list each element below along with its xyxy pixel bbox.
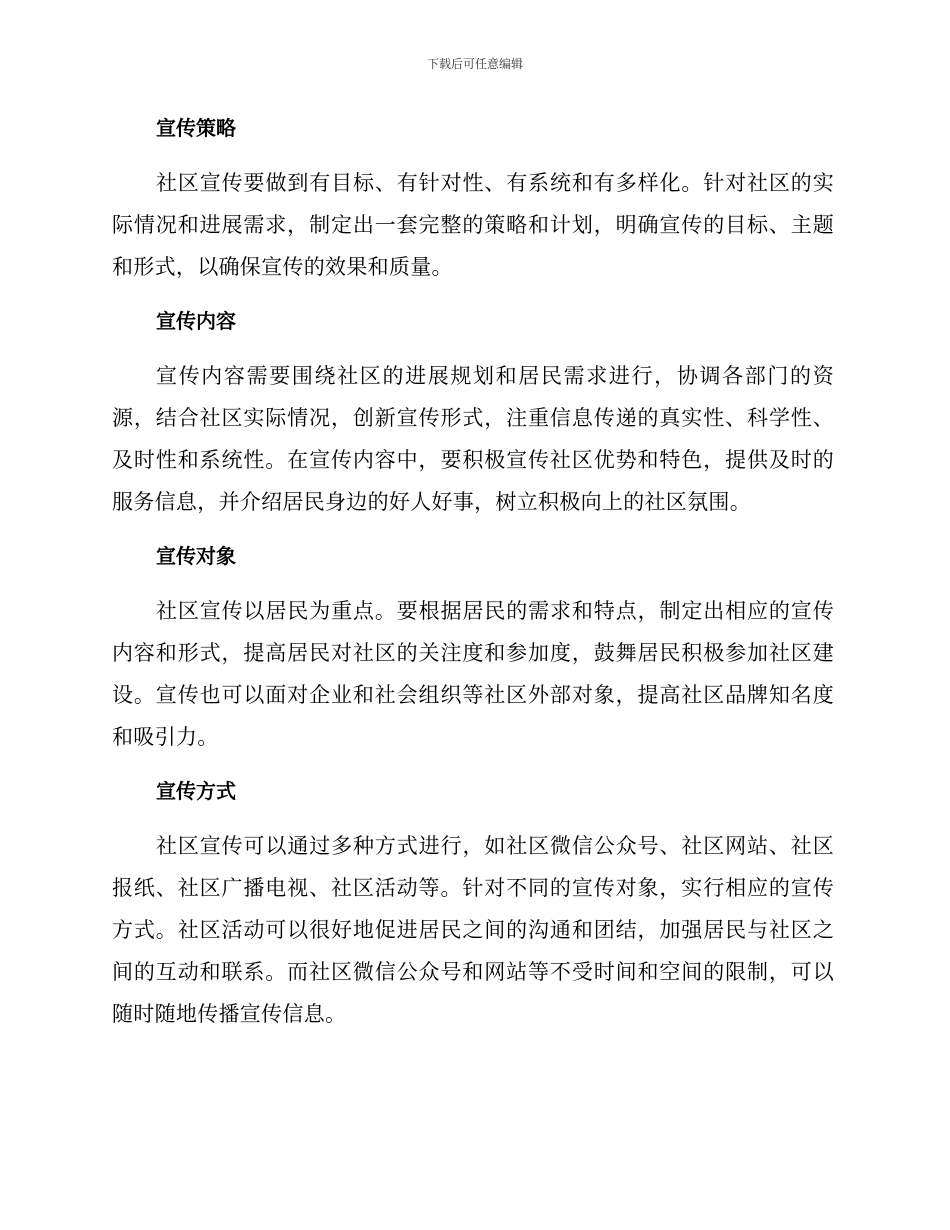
section-heading: 宣传对象 (156, 544, 236, 568)
header-note: 下载后可任意编辑 (426, 57, 523, 71)
section-content (112, 301, 834, 523)
section-body: 社区宣传以居民为重点。要根据居民的需求和特点，制定出相应的宣传内容和形式，提高居民对社区的关注度和参加度，鼓舞居民积极参加社区建设。宣传也可以面对企业和社会组织等社区外部对象，提高社区品牌知名度和吸引力。 (112, 599, 834, 749)
section-strategy (112, 108, 834, 288)
section-heading: 宣传策略 (156, 116, 236, 140)
section-body: 社区宣传可以通过多种方式进行，如社区微信公众号、社区网站、社区报纸、社区广播电视、社区活动等。针对不同的宣传对象，实行相应的宣传方式。社区活动可以很好地促进居民之间的沟通和团结，加强居民与社区之间的互动和联系。而社区微信公众号和网站等不受时间和空间的限制，可以随时随地传播宣传信息。 (112, 834, 834, 1026)
section-heading: 宣传方式 (156, 779, 236, 803)
section-methods (112, 771, 834, 1035)
section-heading: 宣传内容 (156, 309, 236, 333)
section-body: 社区宣传要做到有目标、有针对性、有系统和有多样化。针对社区的实际情况和进展需求，制定出一套完整的策略和计划，明确宣传的目标、主题和形式，以确保宣传的效果和质量。 (112, 171, 834, 279)
section-audience (112, 536, 834, 758)
section-body: 宣传内容需要围绕社区的进展规划和居民需求进行，协调各部门的资源，结合社区实际情况，创新宣传形式，注重信息传递的真实性、科学性、及时性和系统性。在宣传内容中，要积极宣传社区优势和特色，提供及时的服务信息，并介绍居民身边的好人好事，树立积极向上的社区氛围。 (112, 364, 834, 514)
document-content (112, 108, 834, 1048)
